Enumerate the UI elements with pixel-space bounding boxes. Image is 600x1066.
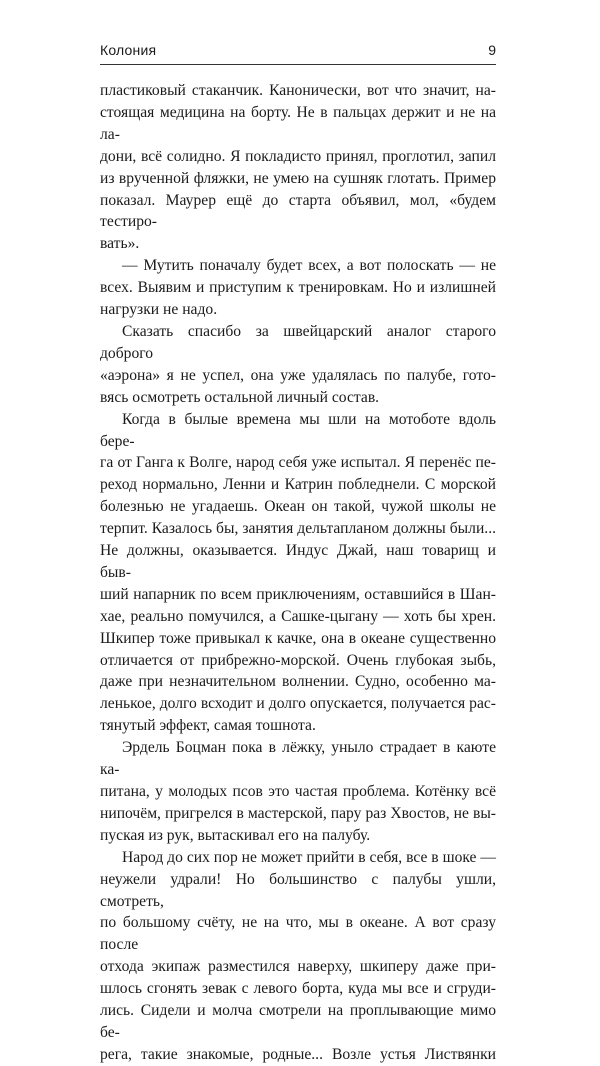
- text-line: ленькое, долго всходит и долго опускается, получается рас-: [100, 695, 496, 713]
- text-line: отхода экипаж разместился наверху, шкиперу даже при-: [100, 958, 496, 976]
- chapter-title: Колония: [100, 42, 157, 58]
- text-line: Не должны, оказывается. Индус Джай, наш товарищ и быв-: [100, 542, 496, 581]
- text-line: лись. Сидели и молча смотрели на проплывающие мимо бе-: [100, 1002, 496, 1041]
- text-line: питана, у молодых псов это частая проблема. Котёнку всё: [100, 783, 496, 800]
- text-line: болезнью не угадаешь. Океан он такой, чужой школы не: [100, 498, 496, 516]
- running-header: [100, 42, 496, 62]
- text-line: Шкипер тоже привыкал к качке, она в океане существенно: [100, 629, 496, 647]
- text-line: тянутый эффект, самая тошнота.: [100, 717, 316, 735]
- body-text: [100, 80, 496, 1066]
- text-line: нипочём, пригрелся в мастерской, пару раз Хвостов, не вы-: [100, 804, 496, 822]
- text-line: терпит. Казалось бы, занятия дельтапланом должны были...: [100, 520, 496, 538]
- text-line: Народ до сих пор не может прийти в себя, все в шоке —: [122, 848, 496, 866]
- header-rule: [100, 64, 496, 65]
- text-line: Когда в былые времена мы шли на мотоботе вдоль бере-: [100, 410, 496, 450]
- text-line: Эрдель Боцман пока в лёжку, уныло страдает в каюте ка-: [100, 739, 496, 779]
- text-line: из врученной фляжки, не умею на сушняк глотать. Пример: [100, 169, 496, 187]
- text-line: вясь осмотреть остальной личный состав.: [100, 388, 380, 406]
- text-line: всех. Выявим и приступим к тренировкам. Но и излишней: [100, 279, 496, 297]
- text-line: рега, такие знакомые, родные... Возле устья Листвянки: [100, 1045, 496, 1063]
- text-line: пластиковый стаканчик. Канонически, вот что значит, на-: [100, 82, 496, 99]
- text-line: пуская из рук, вытаскивал его на палубу.: [100, 826, 371, 844]
- text-line: реход нормально, Ленни и Катрин побледнели. С морской: [100, 476, 496, 494]
- text-line: по большому счёту, не на что, мы в океане. А вот сразу после: [100, 914, 496, 954]
- text-line: даже при незначительном волнении. Судно, особенно ма-: [100, 673, 496, 691]
- text-line: отличается от прибрежно-морской. Очень глубокая зыбь,: [100, 651, 496, 669]
- text-line: — Мутить поначалу будет всех, а вот полоскать — не: [122, 257, 496, 275]
- text-line: га от Ганга к Волге, народ себя уже испытал. Я перенёс пе-: [100, 454, 496, 472]
- text-line: нагрузки не надо.: [100, 301, 218, 319]
- text-line: показал. Маурер ещё до старта объявил, мол, «будем тестиро-: [100, 191, 496, 231]
- text-line: ший напарник по всем приключениям, оставшийся в Шан-: [100, 585, 496, 603]
- text-line: хае, реально помучился, а Сашке-цыгану — хоть бы хрен.: [100, 607, 496, 625]
- text-line: Сказать спасибо за швейцарский аналог старого доброго: [100, 322, 496, 362]
- text-line: неужели удрали! Но большинство с палубы ушли, смотреть,: [100, 870, 496, 910]
- page-number: 9: [488, 42, 496, 58]
- text-line: шлось сгонять зевак с левого борта, куда мы все и сгруди-: [100, 980, 496, 998]
- text-line: дони, всё солидно. Я покладисто принял, проглотил, запил: [100, 147, 496, 165]
- text-line: стоящая медицина на борту. Не в пальцах держит и не на ла-: [100, 103, 496, 143]
- text-line: вать».: [100, 235, 140, 253]
- text-line: «аэрона» я не успел, она уже удалялась по палубе, гото-: [100, 366, 496, 384]
